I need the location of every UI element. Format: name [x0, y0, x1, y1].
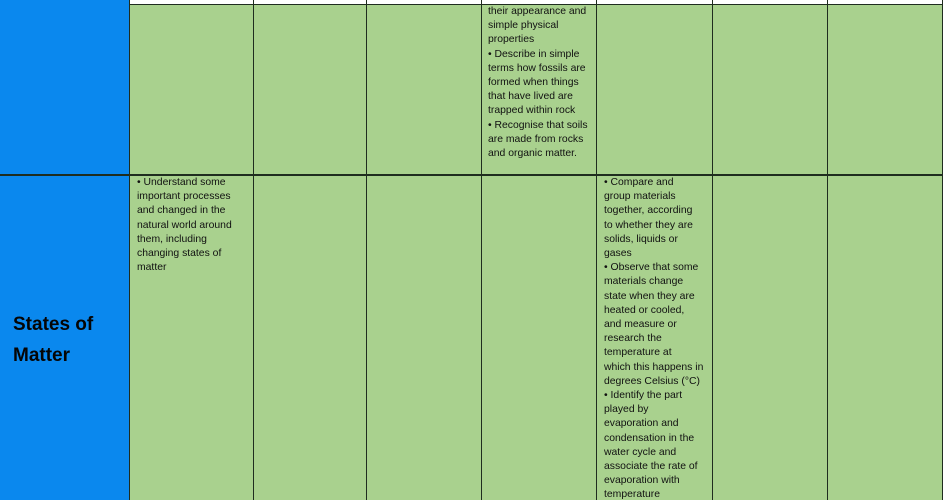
grid-line: [0, 174, 943, 176]
topic-cell: [0, 0, 129, 174]
table-cell: [130, 176, 253, 500]
grid-line: [712, 0, 713, 500]
table-cell: [482, 176, 596, 500]
grid-line: [481, 0, 482, 500]
table-cell: [828, 5, 942, 174]
cell-text: their appearance and simple physical properties • Describe in simple terms how fossils are formed when things that have lived are trapped within rock • Recognise that soils are made from rocks and organic matter.: [488, 6, 588, 160]
cell-text: • Compare and group materials together, according to whether they are solids, liquids or gases • Observe that some materials change state when they are heated or cooled, and measure or research the temperature at which this happens in degrees Celsius (°C) • Identify the part played by evaporation and condensation in the water cycle and associate the rate of evaporation with temperature: [604, 177, 704, 500]
grid-line: [253, 0, 254, 500]
table-cell: [482, 5, 596, 174]
grid-line: [942, 0, 943, 500]
table-cell: [597, 5, 712, 174]
grid-line: [129, 0, 130, 500]
topic-label: States of Matter: [13, 314, 94, 366]
table-cell: [367, 176, 481, 500]
grid-line: [596, 0, 597, 500]
grid-line: [129, 4, 943, 5]
table-cell: [597, 176, 712, 500]
table-cell: [367, 5, 481, 174]
grid-line: [827, 0, 828, 500]
table-cell: [713, 5, 827, 174]
grid-line: [366, 0, 367, 500]
table-cell: [130, 5, 253, 174]
table-cell: [828, 176, 942, 500]
table-cell: [254, 5, 366, 174]
cell-text: • Understand some important processes and changed in the natural world around them, including changing states of matter: [137, 177, 232, 274]
table-cell: [713, 176, 827, 500]
table-cell: [254, 176, 366, 500]
